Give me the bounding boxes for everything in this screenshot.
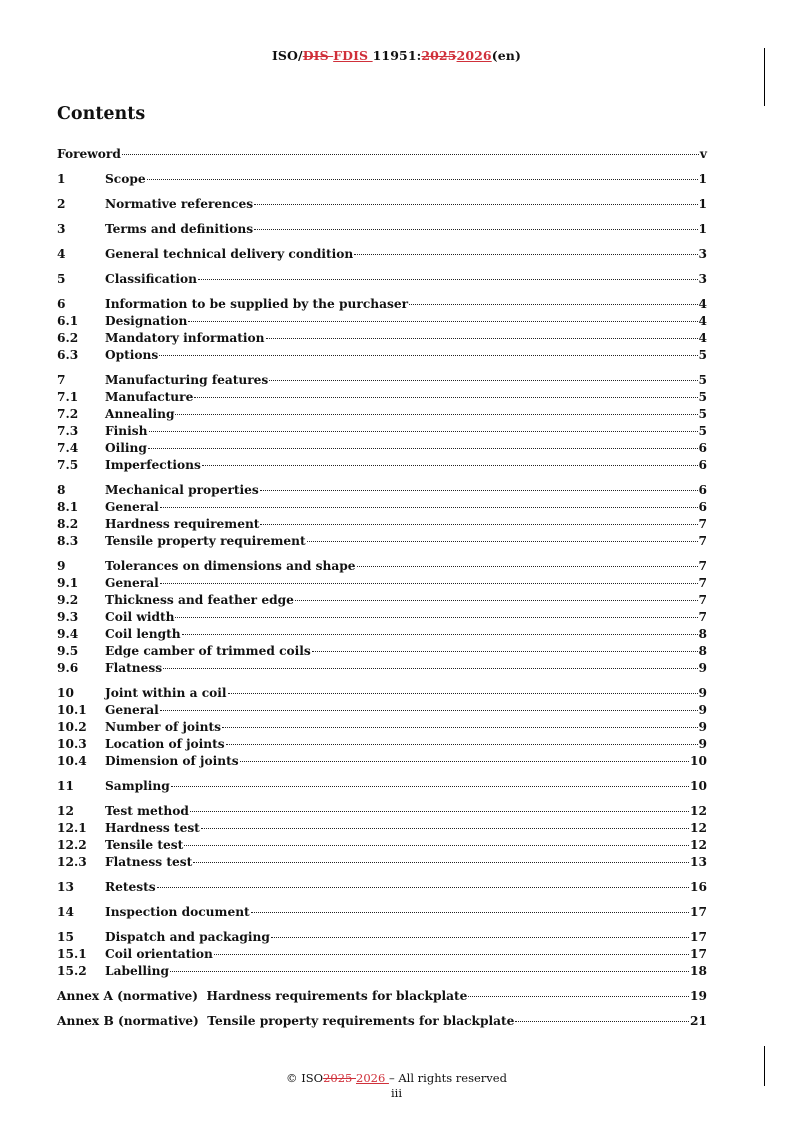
dot-leader [201, 828, 689, 829]
toc-entry-page: 5 [698, 373, 707, 387]
dot-leader [295, 600, 698, 601]
toc-entry[interactable] [57, 854, 707, 871]
page-footer [0, 1071, 793, 1101]
dot-leader [214, 954, 689, 955]
toc-entry-page: 9 [698, 686, 707, 700]
toc-entry-title: Information to be supplied by the purchaser [105, 297, 409, 311]
toc-entry[interactable] [57, 685, 707, 702]
toc-entry-page: 7 [698, 593, 707, 607]
toc-entry[interactable] [57, 660, 707, 677]
toc-entry-number: 15 [57, 930, 74, 944]
toc-entry-title: Mandatory information [105, 331, 265, 345]
toc-entry[interactable] [57, 221, 707, 238]
toc-entry-title: General technical delivery condition [105, 247, 354, 261]
toc-entry[interactable] [57, 575, 707, 592]
toc-entry[interactable] [57, 702, 707, 719]
toc-entry[interactable] [57, 946, 707, 963]
toc-entry[interactable] [57, 406, 707, 423]
toc-entry[interactable] [57, 347, 707, 364]
toc-entry-number: 2 [57, 197, 66, 211]
deleted-footer-year: 2025 [323, 1071, 356, 1085]
toc-entry-page: 19 [690, 989, 707, 1003]
toc-entry-page: 6 [698, 441, 707, 455]
toc-entry-title: Oiling [105, 441, 147, 455]
toc-entry-number: 9.5 [57, 644, 79, 658]
toc-entry-title: Manufacturing features [105, 373, 269, 387]
toc-entry[interactable] [57, 820, 707, 837]
toc-entry-title: Classification [105, 272, 198, 286]
toc-entry[interactable] [57, 963, 707, 980]
toc-entry-page: 7 [698, 517, 707, 531]
toc-entry-page: 3 [698, 272, 707, 286]
dot-leader [175, 414, 697, 415]
dot-leader [170, 971, 689, 972]
toc-entry[interactable] [57, 879, 707, 896]
rights-text: – All rights reserved [388, 1071, 507, 1085]
toc-entry-number: 9.3 [57, 610, 79, 624]
dot-leader [260, 490, 698, 491]
toc-entry[interactable] [57, 457, 707, 474]
toc-entry-number: 10.4 [57, 754, 87, 768]
toc-entry-number: 7.3 [57, 424, 79, 438]
dot-leader [160, 583, 698, 584]
toc-entry-title: Hardness test [105, 821, 200, 835]
dot-leader [468, 996, 689, 997]
toc-entry-page: 5 [698, 390, 707, 404]
toc-entry-number: 6.2 [57, 331, 79, 345]
toc-entry-number: 8.1 [57, 500, 79, 514]
inserted-year: 2026 [456, 48, 492, 63]
toc-entry-title: Coil orientation [105, 947, 213, 961]
toc-entry-page: 17 [690, 905, 707, 919]
inserted-footer-year: 2026 [356, 1071, 389, 1085]
toc-entry-number: 14 [57, 905, 74, 919]
toc-entry-number: 6.1 [57, 314, 79, 328]
toc-entry-page: 10 [690, 754, 707, 768]
dot-leader [251, 912, 689, 913]
toc-entry-number: 10.3 [57, 737, 87, 751]
toc-entry-number: 10.2 [57, 720, 87, 734]
dot-leader [148, 448, 698, 449]
toc-entry-title: Inspection document [105, 905, 250, 919]
dot-leader [307, 541, 698, 542]
toc-entry-title: Annex B (normative) Tensile property requirements for blackplate [57, 1014, 515, 1028]
toc-entry-number: 9.1 [57, 576, 79, 590]
document-header [0, 48, 793, 63]
toc-entry-number: 10 [57, 686, 74, 700]
toc-entry-title: Imperfections [105, 458, 201, 472]
toc-entry-title: Flatness test [105, 855, 193, 869]
toc-entry-page: 5 [698, 424, 707, 438]
toc-entry-page: 4 [698, 314, 707, 328]
toc-entry-page: 12 [690, 821, 707, 835]
toc-entry-number: 9.4 [57, 627, 79, 641]
toc-entry-number: 7.4 [57, 441, 79, 455]
toc-entry[interactable] [57, 929, 707, 946]
dot-leader [271, 937, 689, 938]
toc-entry-number: 10.1 [57, 703, 87, 717]
toc-entry[interactable] [57, 146, 707, 163]
toc-entry-page: v [699, 147, 707, 161]
toc-entry[interactable] [57, 423, 707, 440]
toc-entry-page: 17 [690, 930, 707, 944]
toc-entry-title: Dispatch and packaging [105, 930, 270, 944]
toc-entry[interactable] [57, 643, 707, 660]
toc-entry-title: Options [105, 348, 159, 362]
toc-entry-page: 6 [698, 458, 707, 472]
toc-entry-title: Manufacture [105, 390, 194, 404]
dot-leader [312, 651, 698, 652]
toc-entry-page: 1 [698, 222, 707, 236]
header-prefix: ISO/ [271, 48, 303, 63]
toc-entry-page: 18 [690, 964, 707, 978]
toc-entry-title: Mechanical properties [105, 483, 259, 497]
toc-entry[interactable] [57, 330, 707, 347]
toc-entry-page: 21 [690, 1014, 707, 1028]
toc-entry-page: 9 [698, 703, 707, 717]
toc-entry[interactable] [57, 988, 707, 1005]
toc-entry-title: Annealing [105, 407, 175, 421]
toc-entry-number: 6 [57, 297, 66, 311]
header-suffix: (en) [491, 48, 522, 63]
toc-entry-number: 3 [57, 222, 66, 236]
toc-entry-number: 7 [57, 373, 66, 387]
toc-entry-title: Dimension of joints [105, 754, 239, 768]
table-of-contents [57, 146, 707, 1030]
toc-entry-number: 7.5 [57, 458, 79, 472]
toc-entry-title: Sampling [105, 779, 170, 793]
toc-entry[interactable] [57, 482, 707, 499]
toc-entry-title: Edge camber of trimmed coils [105, 644, 311, 658]
toc-entry-page: 17 [690, 947, 707, 961]
toc-entry-title: Designation [105, 314, 188, 328]
toc-entry[interactable] [57, 533, 707, 550]
toc-entry-title: Terms and definitions [105, 222, 254, 236]
copyright-prefix: © ISO [286, 1071, 324, 1085]
toc-entry-number: 13 [57, 880, 74, 894]
toc-entry-page: 7 [698, 559, 707, 573]
dot-leader [240, 761, 689, 762]
toc-entry-page: 13 [690, 855, 707, 869]
toc-entry[interactable] [57, 499, 707, 516]
toc-entry-title: Labelling [105, 964, 170, 978]
dot-leader [184, 845, 689, 846]
toc-entry-page: 1 [698, 197, 707, 211]
dot-leader [357, 566, 698, 567]
toc-entry-title: Hardness requirement [105, 517, 260, 531]
toc-entry-page: 9 [698, 661, 707, 675]
toc-entry[interactable] [57, 837, 707, 854]
header-number: 11951: [372, 48, 422, 63]
dot-leader [269, 380, 697, 381]
dot-leader [160, 507, 698, 508]
toc-entry-number: 1 [57, 172, 66, 186]
toc-entry-number: 8.3 [57, 534, 79, 548]
dot-leader [171, 786, 689, 787]
copyright-line [0, 1071, 793, 1086]
dot-leader [160, 710, 698, 711]
dot-leader [254, 229, 697, 230]
toc-entry[interactable] [57, 1013, 707, 1030]
toc-entry-page: 10 [690, 779, 707, 793]
toc-entry[interactable] [57, 736, 707, 753]
toc-entry-title: Coil width [105, 610, 175, 624]
toc-entry[interactable] [57, 592, 707, 609]
toc-entry-title: Normative references [105, 197, 254, 211]
toc-entry[interactable] [57, 609, 707, 626]
dot-leader [159, 355, 697, 356]
toc-entry-number: 4 [57, 247, 66, 261]
deleted-stage: DIS [302, 48, 334, 63]
dot-leader [182, 634, 698, 635]
dot-leader [228, 693, 698, 694]
toc-entry-page: 16 [690, 880, 707, 894]
toc-entry[interactable] [57, 778, 707, 795]
toc-entry-page: 6 [698, 500, 707, 514]
dot-leader [354, 254, 697, 255]
toc-entry-title: Annex A (normative) Hardness requirements for blackplate [57, 989, 468, 1003]
toc-entry-page: 8 [698, 644, 707, 658]
toc-entry-title: Number of joints [105, 720, 221, 734]
dot-leader [175, 617, 697, 618]
toc-entry-title: Flatness [105, 661, 163, 675]
toc-entry-number: 15.1 [57, 947, 87, 961]
dot-leader [202, 465, 698, 466]
dot-leader [194, 397, 697, 398]
toc-entry[interactable] [57, 246, 707, 263]
toc-entry-page: 7 [698, 534, 707, 548]
toc-entry-title: Scope [105, 172, 146, 186]
toc-entry-page: 9 [698, 737, 707, 751]
toc-entry-page: 4 [698, 297, 707, 311]
toc-entry-title: Test method [105, 804, 189, 818]
deleted-year: 2025 [421, 48, 457, 63]
toc-entry[interactable] [57, 803, 707, 820]
toc-entry-title: Tensile property requirement [105, 534, 306, 548]
dot-leader [122, 154, 699, 155]
toc-entry[interactable] [57, 719, 707, 736]
toc-entry-number: 9 [57, 559, 66, 573]
toc-entry[interactable] [57, 372, 707, 389]
toc-entry[interactable] [57, 389, 707, 406]
toc-entry-number: 6.3 [57, 348, 79, 362]
toc-entry-title: General [105, 703, 159, 717]
toc-entry-number: 7.2 [57, 407, 79, 421]
dot-leader [409, 304, 697, 305]
toc-entry-number: 12 [57, 804, 74, 818]
toc-entry-page: 5 [698, 407, 707, 421]
page-number: iii [390, 1086, 403, 1100]
toc-entry-title: Location of joints [105, 737, 225, 751]
toc-entry[interactable] [57, 196, 707, 213]
toc-entry-title: General [105, 500, 159, 514]
toc-entry-page: 12 [690, 804, 707, 818]
toc-entry-page: 9 [698, 720, 707, 734]
toc-entry[interactable] [57, 440, 707, 457]
toc-entry-title: Tolerances on dimensions and shape [105, 559, 356, 573]
dot-leader [157, 887, 689, 888]
toc-entry-title: Retests [105, 880, 156, 894]
toc-entry[interactable] [57, 626, 707, 643]
toc-entry-page: 7 [698, 610, 707, 624]
dot-leader [260, 524, 697, 525]
toc-entry-page: 4 [698, 331, 707, 345]
dot-leader [193, 862, 689, 863]
dot-leader [515, 1021, 689, 1022]
toc-entry[interactable] [57, 296, 707, 313]
dot-leader [163, 668, 697, 669]
toc-entry-number: 15.2 [57, 964, 87, 978]
toc-entry-title: General [105, 576, 159, 590]
toc-entry-page: 1 [698, 172, 707, 186]
toc-entry-number: 12.1 [57, 821, 87, 835]
toc-entry-title: Thickness and feather edge [105, 593, 294, 607]
toc-entry[interactable] [57, 271, 707, 288]
toc-entry-page: 12 [690, 838, 707, 852]
toc-entry-number: 8.2 [57, 517, 79, 531]
dot-leader [222, 727, 698, 728]
dot-leader [149, 431, 698, 432]
toc-entry-page: 7 [698, 576, 707, 590]
toc-entry-number: 11 [57, 779, 74, 793]
toc-entry-number: 9.2 [57, 593, 79, 607]
dot-leader [190, 811, 689, 812]
toc-entry-title: Foreword [57, 147, 121, 161]
change-bar-top [764, 48, 765, 106]
dot-leader [198, 279, 698, 280]
toc-entry[interactable] [57, 313, 707, 330]
toc-entry-number: 9.6 [57, 661, 79, 675]
toc-entry-page: 6 [698, 483, 707, 497]
toc-entry[interactable] [57, 753, 707, 770]
toc-entry[interactable] [57, 171, 707, 188]
toc-entry-number: 8 [57, 483, 66, 497]
toc-entry[interactable] [57, 558, 707, 575]
dot-leader [266, 338, 698, 339]
dot-leader [147, 179, 698, 180]
toc-entry[interactable] [57, 516, 707, 533]
toc-entry-page: 3 [698, 247, 707, 261]
toc-entry-number: 12.2 [57, 838, 87, 852]
toc-entry-number: 5 [57, 272, 66, 286]
toc-entry-title: Finish [105, 424, 148, 438]
toc-entry-page: 5 [698, 348, 707, 362]
toc-entry[interactable] [57, 904, 707, 921]
toc-entry-number: 7.1 [57, 390, 79, 404]
dot-leader [188, 321, 697, 322]
toc-entry-page: 8 [698, 627, 707, 641]
toc-entry-title: Tensile test [105, 838, 184, 852]
inserted-stage: FDIS [333, 48, 373, 63]
toc-entry-title: Joint within a coil [105, 686, 227, 700]
toc-entry-number: 12.3 [57, 855, 87, 869]
toc-entry-title: Coil length [105, 627, 181, 641]
dot-leader [254, 204, 697, 205]
contents-title: Contents [57, 104, 146, 124]
dot-leader [226, 744, 698, 745]
